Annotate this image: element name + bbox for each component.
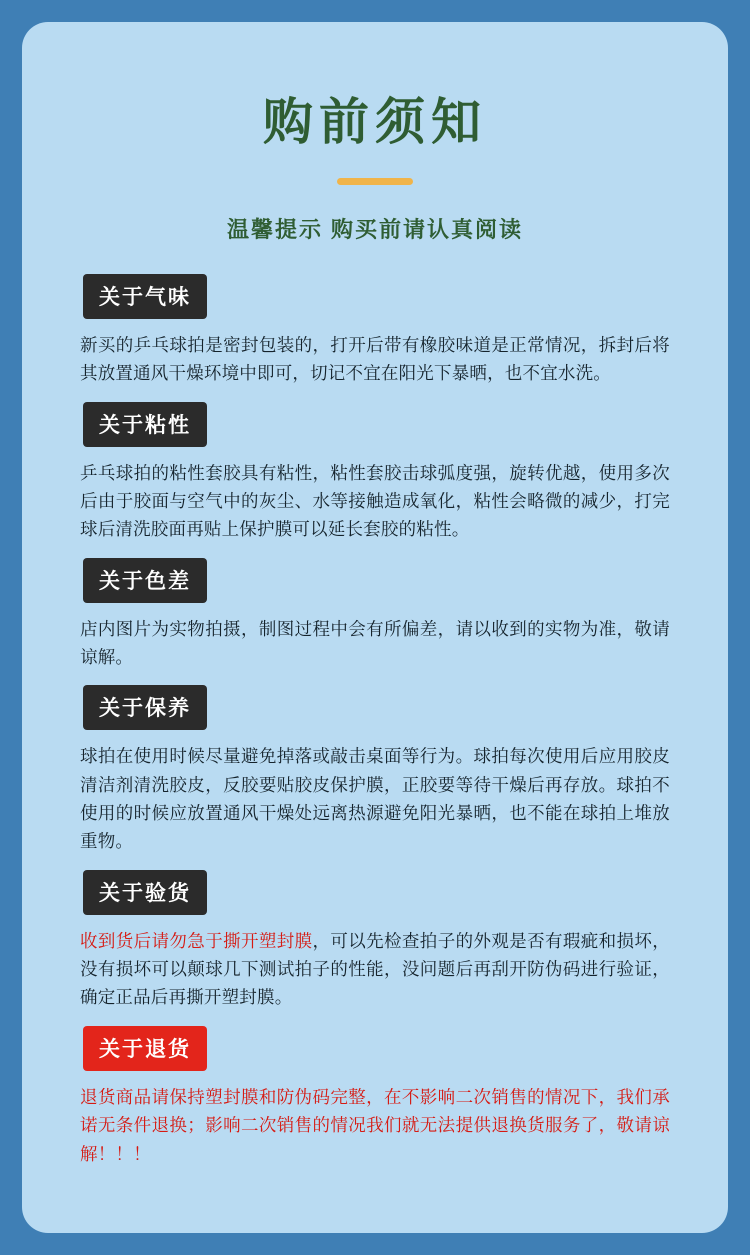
section-return xyxy=(80,1026,670,1168)
section-tag-color-difference: 关于色差 xyxy=(83,558,207,603)
section-text-return: 退货商品请保持塑封膜和防伪码完整，在不影响二次销售的情况下，我们承诺无条件退换；影响二次销售的情况我们就无法提供退换货服务了，敬请谅解！！！ xyxy=(80,1086,670,1164)
title-divider xyxy=(337,178,413,185)
section-smell xyxy=(80,274,670,388)
section-inspection xyxy=(80,870,670,1012)
page-title: 购前须知 xyxy=(263,94,487,150)
section-text-color-difference: 店内图片为实物拍摄，制图过程中会有所偏差，请以收到的实物为准，敬请谅解。 xyxy=(80,618,670,668)
section-text-inspection xyxy=(80,927,670,1012)
section-tag-stickiness: 关于粘性 xyxy=(83,402,207,447)
section-text-inspection-rest: ，可以先检查拍子的外观是否有瑕疵和损坏，没有损坏可以颠球几下测试拍子的性能，没问题后再刮开防伪码进行验证，确定正品后再撕开塑封膜。 xyxy=(80,930,670,1008)
section-text-inspection-highlight: 收到货后请勿急于撕开塑封膜 xyxy=(80,930,313,951)
section-text-smell: 新买的乒乓球拍是密封包装的，打开后带有橡胶味道是正常情况，拆封后将其放置通风干燥环境中即可，切记不宜在阳光下暴晒，也不宜水洗。 xyxy=(80,335,670,384)
section-maintenance xyxy=(80,685,670,855)
section-stickiness xyxy=(80,402,670,544)
section-text-stickiness: 乒乓球拍的粘性套胶具有粘性，粘性套胶击球弧度强，旋转优越，使用多次后由于胶面与空气中的灰尘、水等接触造成氧化，粘性会略微的减少，打完球后清洗胶面再贴上保护膜可以延长套胶的粘性。 xyxy=(80,462,670,540)
notice-card xyxy=(22,22,728,1233)
section-tag-inspection: 关于验货 xyxy=(83,870,207,915)
section-color-difference xyxy=(80,558,670,672)
section-tag-maintenance: 关于保养 xyxy=(83,685,207,730)
section-tag-return: 关于退货 xyxy=(83,1026,207,1071)
section-text-maintenance: 球拍在使用时候尽量避免掉落或敲击桌面等行为。球拍每次使用后应用胶皮清洁剂清洗胶皮，反胶要贴胶皮保护膜，正胶要等待干燥后再存放。球拍不使用的时候应放置通风干燥处远离热源避免阳光暴晒，也不能在球拍上堆放重物。 xyxy=(80,746,670,852)
section-tag-smell: 关于气味 xyxy=(83,274,207,319)
page-subtitle: 温馨提示 购买前请认真阅读 xyxy=(226,217,524,242)
notice-sections xyxy=(22,274,728,1168)
